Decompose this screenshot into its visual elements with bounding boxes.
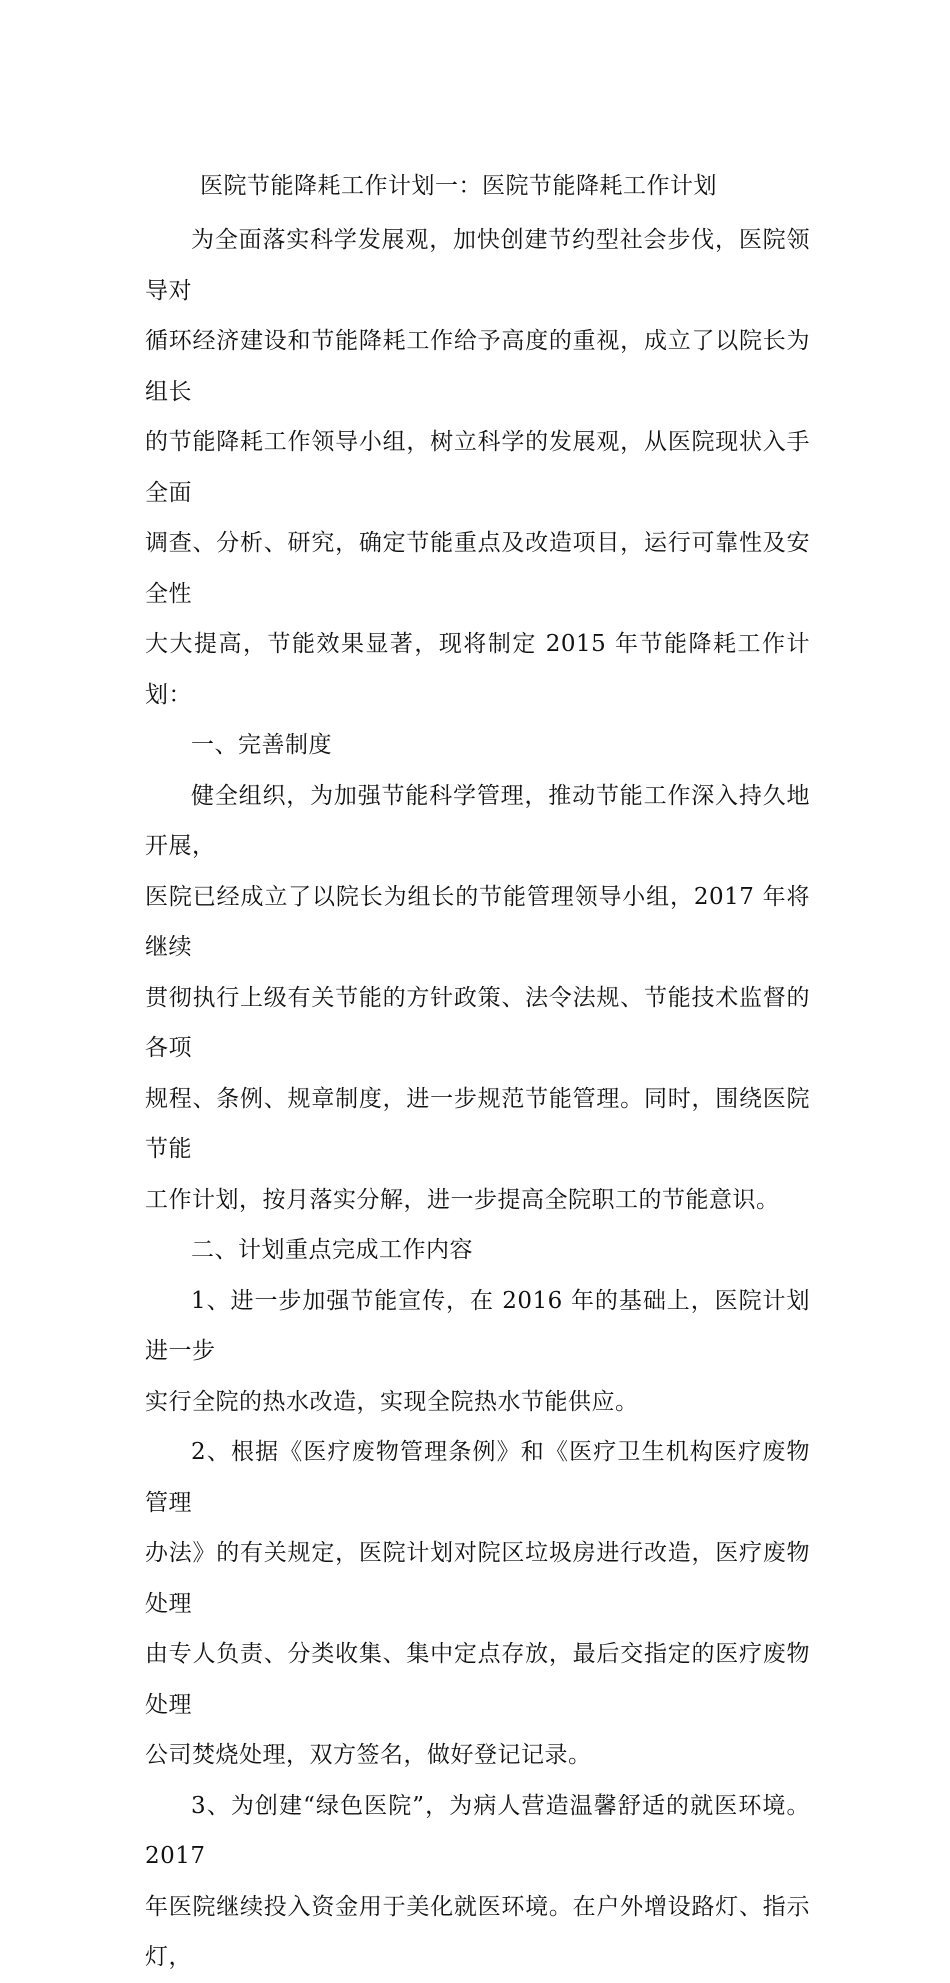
heading-section-1: 一、完善制度 [191,732,332,758]
paragraph-item-1: 1、进一步加强节能宣传，在 2016 年的基础上，医院计划进一步 实行全院的热水改造，实现全院热水节能供应。 [145,1287,810,1415]
paragraph-section-1: 健全组织，为加强节能科学管理，推动节能工作深入持久地开展， 医院已经成立了以院长为组长的节能管理领导小组，2017 年将继续 贯彻执行上级有关节能的方针政策、法令法规、节能技术监督的各项 规程、条例、规章制度，进一步规范节能管理。同时，围绕医院节能 工作计划，按月落实分解，进一步提高全院职工的节能意识。 [145,782,810,1213]
paragraph-item-3: 3、为创建“绿色医院”，为病人营造温馨舒适的就医环境。2017 年医院继续投入资金用于美化就医环境。在户外增设路灯、指示灯， [145,1792,810,1970]
paragraph-intro: 为全面落实科学发展观，加快创建节约型社会步伐，医院领导对 循环经济建设和节能降耗工作给予高度的重视，成立了以院长为组长 的节能降耗工作领导小组，树立科学的发展观，从医院现状入手全面 调查、分析、研究，确定节能重点及改造项目，运行可靠性及安全性 大大提高，节能效果显著，现将制定 2015 年节能降耗工作计划： [145,227,810,708]
document-body [145,215,810,1983]
paragraph-item-2: 2、根据《医疗废物管理条例》和《医疗卫生机构医疗废物管理 办法》的有关规定，医院计划对院区垃圾房进行改造，医疗废物处理 由专人负责、分类收集、集中定点存放，最后交指定的医疗废物处理 公司焚烧处理，双方签名，做好登记记录。 [145,1439,810,1768]
document-title: 医院节能降耗工作计划一：医院节能降耗工作计划 [200,173,717,199]
heading-section-2: 二、计划重点完成工作内容 [191,1237,473,1263]
